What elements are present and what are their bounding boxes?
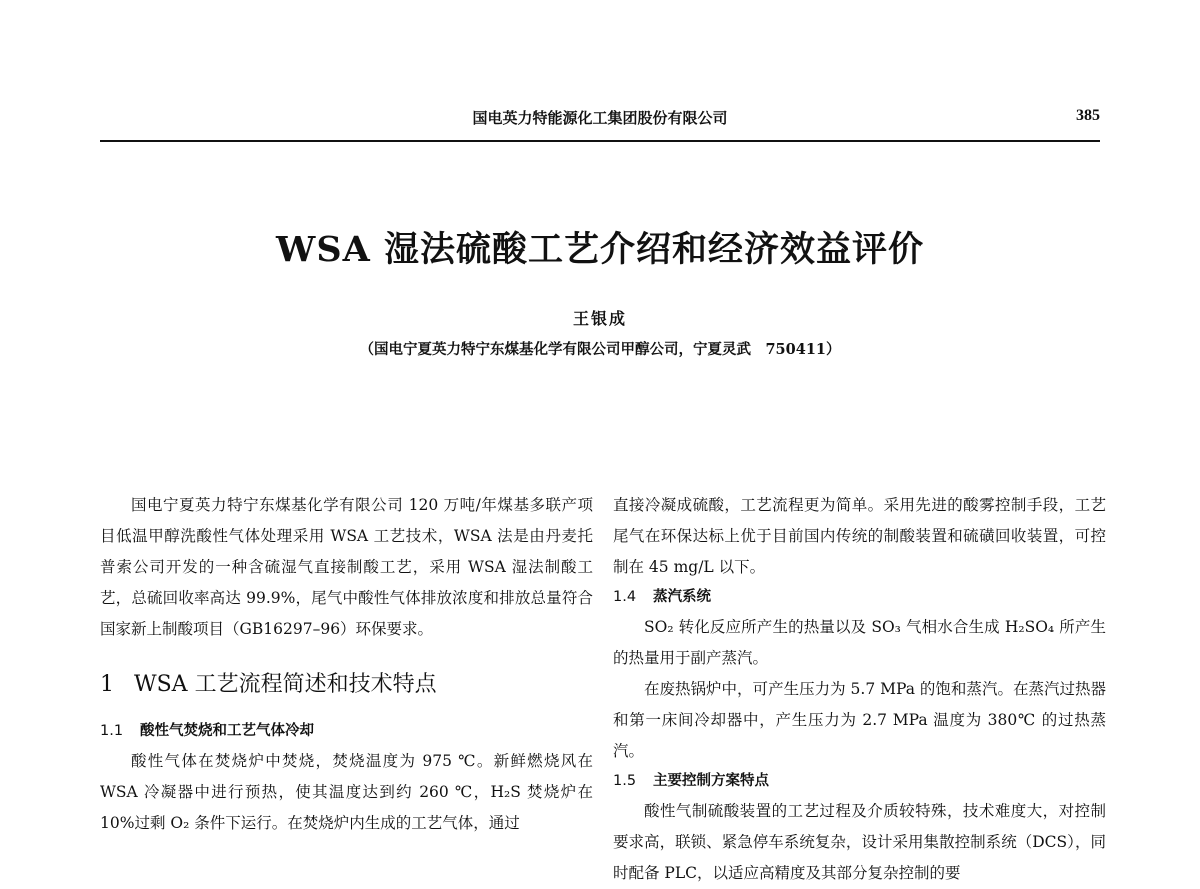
subsection-number: 1.1 (100, 723, 124, 739)
section-title: WSA 工艺流程简述和技术特点 (134, 672, 437, 697)
subsection-1-4-paragraph-2: 在废热锅炉中，可产生压力为 5.7 MPa 的饱和蒸汽。在蒸汽过热器和第一床间冷却器中，产生压力为 2.7 MPa 温度为 380℃ 的过热蒸汽。 (613, 680, 1106, 760)
subsection-heading-1-1 (100, 717, 593, 746)
subsection-number: 1.5 (613, 773, 637, 789)
author-affiliation: （国电宁夏英力特宁东煤基化学有限公司甲醇公司，宁夏灵武 750411） (359, 341, 841, 358)
author-name: 王银成 (572, 309, 627, 328)
article-title: WSA 湿法硫酸工艺介绍和经济效益评价 (276, 229, 924, 270)
journal-name: 国电英力特能源化工集团股份有限公司 (472, 109, 728, 127)
subsection-1-5-paragraph: 酸性气制硫酸装置的工艺过程及介质较特殊，技术难度大，对控制要求高，联锁、紧急停车系统复杂，设计采用集散控制系统（DCS），同时配备 PLC，以适应高精度及其部分复杂控制的要 (613, 802, 1106, 882)
section-number: 1 (100, 672, 114, 697)
left-column (100, 490, 593, 839)
subsection-number: 1.4 (613, 589, 637, 605)
subsection-heading-1-4 (613, 583, 1106, 612)
subsection-heading-1-5 (613, 767, 1106, 796)
intro-paragraph: 国电宁夏英力特宁东煤基化学有限公司 120 万吨/年煤基多联产项目低温甲醇洗酸性气体处理采用 WSA 工艺技术，WSA 法是由丹麦托普索公司开发的一种含硫湿气直接制酸工艺，采用 WSA 湿法制酸工艺，总硫回收率高达 99.9%，尾气中酸性气体排放浓度和排放总量符合国家新上制酸项目（GB16297–96）环保要求。 (100, 496, 593, 638)
section-heading-1 (100, 667, 593, 703)
subsection-1-1-paragraph: 酸性气体在焚烧炉中焚烧，焚烧温度为 975 ℃。新鲜燃烧风在 WSA 冷凝器中进行预热，使其温度达到约 260 ℃，H₂S 焚烧炉在 10%过剩 O₂ 条件下运行。在焚烧炉内生成的工艺气体，通过 (100, 752, 593, 832)
continued-paragraph: 直接冷凝成硫酸，工艺流程更为简单。采用先进的酸雾控制手段，工艺尾气在环保达标上优于目前国内传统的制酸装置和硫磺回收装置，可控制在 45 mg/L 以下。 (613, 496, 1106, 576)
header-rule (100, 140, 1100, 142)
subsection-title: 酸性气焚烧和工艺气体冷却 (140, 723, 314, 739)
subsection-title: 蒸汽系统 (653, 589, 711, 605)
page-number: 385 (1076, 107, 1100, 124)
running-header (100, 103, 1100, 133)
subsection-title: 主要控制方案特点 (653, 773, 769, 789)
right-column (613, 490, 1106, 889)
subsection-1-4-paragraph-1: SO₂ 转化反应所产生的热量以及 SO₃ 气相水合生成 H₂SO₄ 所产生的热量用于副产蒸汽。 (613, 618, 1106, 667)
